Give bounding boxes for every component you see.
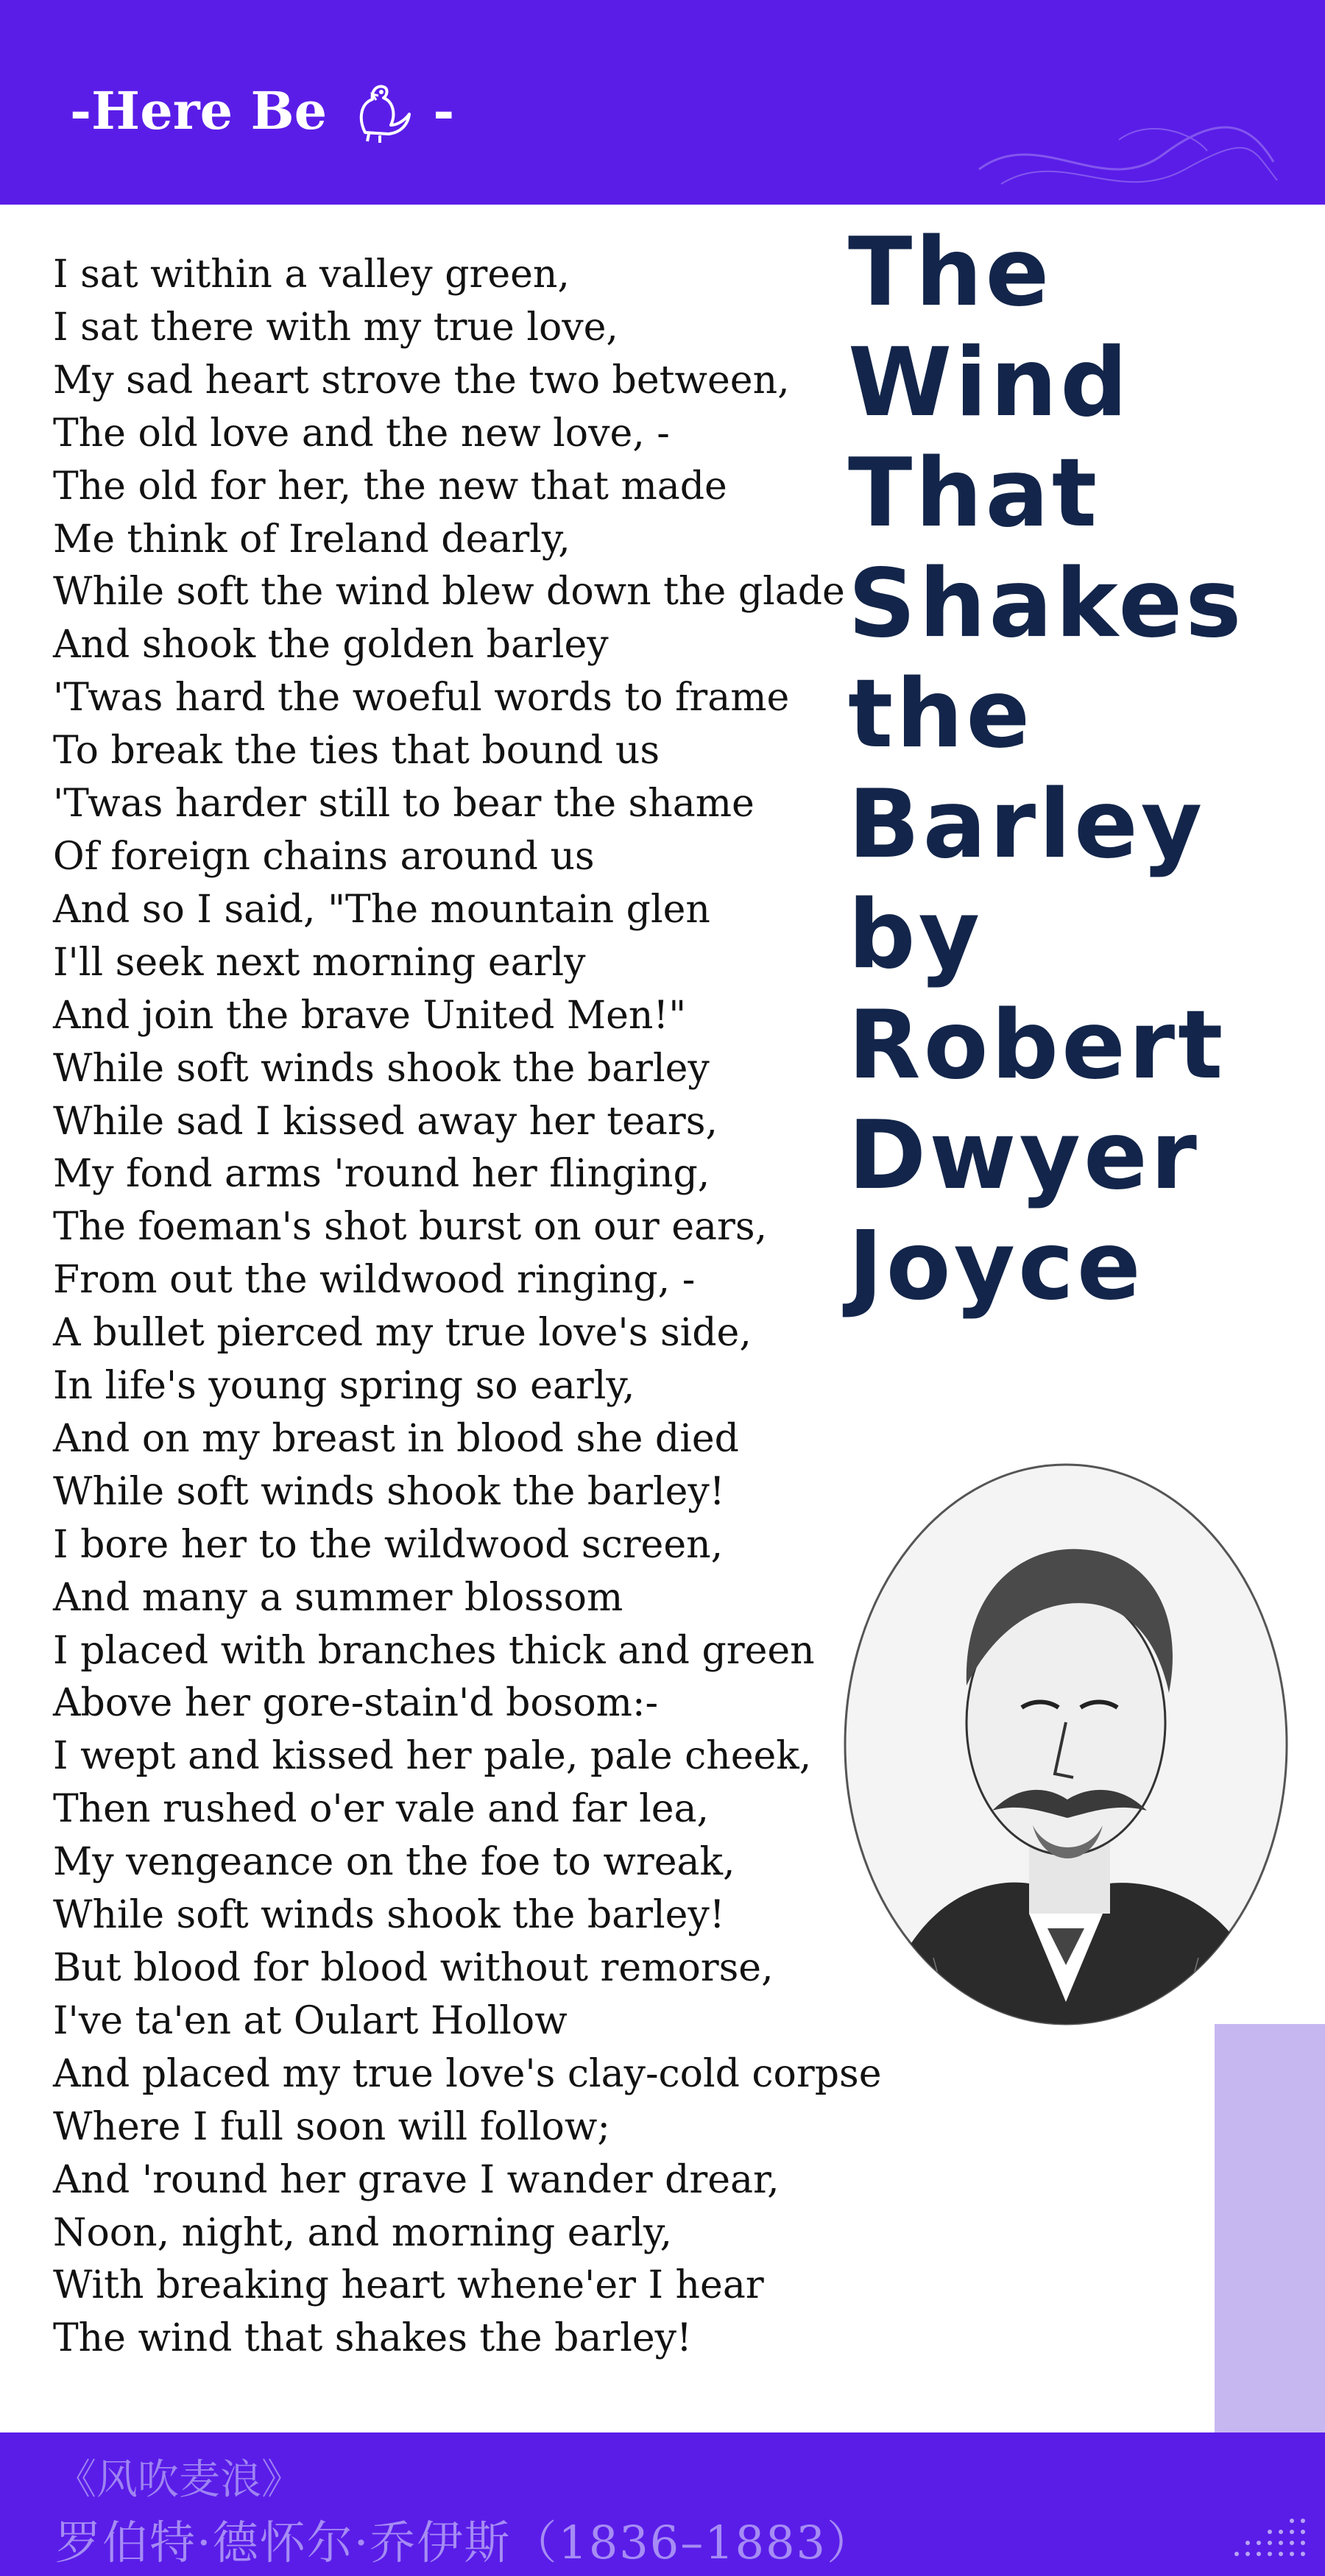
- poem-line: I've ta'en at Oulart Hollow: [53, 1998, 568, 2043]
- poem-line: I wept and kissed her pale, pale cheek,: [53, 1734, 812, 1779]
- poem-line: Of foreign chains around us: [53, 834, 595, 879]
- poem-line: Me think of Ireland dearly,: [53, 517, 570, 562]
- title-word: Dwyer: [848, 1101, 1200, 1211]
- title-word: the: [848, 659, 1034, 769]
- poem-line: But blood for blood without remorse,: [53, 1946, 774, 1990]
- author-portrait: [786, 1340, 1325, 2149]
- title-word: Robert: [848, 991, 1226, 1100]
- poem-line: And so I said, "The mountain glen: [53, 887, 710, 932]
- poem-line: 'Twas hard the woeful words to frame: [53, 676, 790, 721]
- poem-line: Then rushed o'er vale and far lea,: [53, 1787, 710, 1832]
- title-word: That: [848, 439, 1100, 548]
- poem-line: And on my breast in blood she died: [53, 1416, 739, 1461]
- header-band: [0, 0, 1325, 205]
- poem-line: While sad I kissed away her tears,: [53, 1099, 718, 1144]
- poem-line: The old for her, the new that made: [53, 464, 727, 509]
- poem-line: And many a summer blossom: [53, 1575, 623, 1620]
- swirl-decoration: [972, 110, 1281, 199]
- poem-line: And placed my true love's clay-cold corpse: [53, 2051, 882, 2096]
- dot-grid-decoration: [1222, 2510, 1310, 2569]
- poem-line: To break the ties that bound us: [53, 729, 660, 774]
- title-word: The: [848, 218, 1053, 328]
- poem-line: While soft winds shook the barley!: [53, 1893, 725, 1938]
- brand-prefix: -Here Be: [70, 79, 328, 141]
- poem-line: A bullet pierced my true love's side,: [53, 1311, 752, 1356]
- poem-line: The foeman's shot burst on our ears,: [53, 1205, 768, 1250]
- poem-line: The wind that shakes the barley!: [53, 2316, 692, 2361]
- poem-line: From out the wildwood ringing, -: [53, 1258, 696, 1303]
- poem-line: The old love and the new love, -: [53, 411, 670, 456]
- poem-line: In life's young spring so early,: [53, 1364, 635, 1409]
- poem-line: While soft winds shook the barley!: [53, 1469, 725, 1514]
- poem-line: My fond arms 'round her flinging,: [53, 1152, 710, 1197]
- poem-line: I sat there with my true love,: [53, 305, 618, 350]
- title-word: by: [848, 880, 983, 990]
- poem-line: While soft winds shook the barley: [53, 1046, 710, 1091]
- poem-line: My vengeance on the foe to wreak,: [53, 1840, 735, 1885]
- poem-line: My sad heart strove the two between,: [53, 358, 790, 403]
- dragon-icon: [343, 74, 417, 147]
- poem-title: [848, 218, 1244, 1322]
- poem-line: Above her gore-stain'd bosom:-: [53, 1681, 659, 1726]
- title-word: Joyce: [848, 1211, 1144, 1321]
- poem-line: I bore her to the wildwood screen,: [53, 1522, 724, 1567]
- chinese-author: 罗伯特·德怀尔·乔伊斯（1836–1883）: [55, 2516, 874, 2569]
- poem-line: Where I full soon will follow;: [53, 2104, 610, 2149]
- title-word: Shakes: [848, 549, 1245, 659]
- poem-line: While soft the wind blew down the glade: [53, 570, 845, 615]
- brand: [70, 74, 454, 147]
- poem-line: With breaking heart whene'er I hear: [53, 2263, 764, 2308]
- poem-line: I sat within a valley green,: [53, 252, 570, 297]
- poem-line: I'll seek next morning early: [53, 940, 586, 985]
- poem-line: 'Twas harder still to bear the shame: [53, 782, 755, 827]
- title-word: Wind: [848, 328, 1131, 438]
- brand-suffix: -: [433, 79, 455, 141]
- poem-line: And join the brave United Men!": [53, 993, 687, 1038]
- poem-line: And 'round her grave I wander drear,: [53, 2157, 780, 2202]
- title-word: Barley: [848, 770, 1206, 880]
- poem-line: Noon, night, and morning early,: [53, 2210, 672, 2255]
- poem-line: And shook the golden barley: [53, 623, 609, 668]
- poem-line: I placed with branches thick and green: [53, 1628, 815, 1673]
- footer-band: [0, 2432, 1325, 2576]
- chinese-title: 《风吹麦浪》: [55, 2456, 303, 2504]
